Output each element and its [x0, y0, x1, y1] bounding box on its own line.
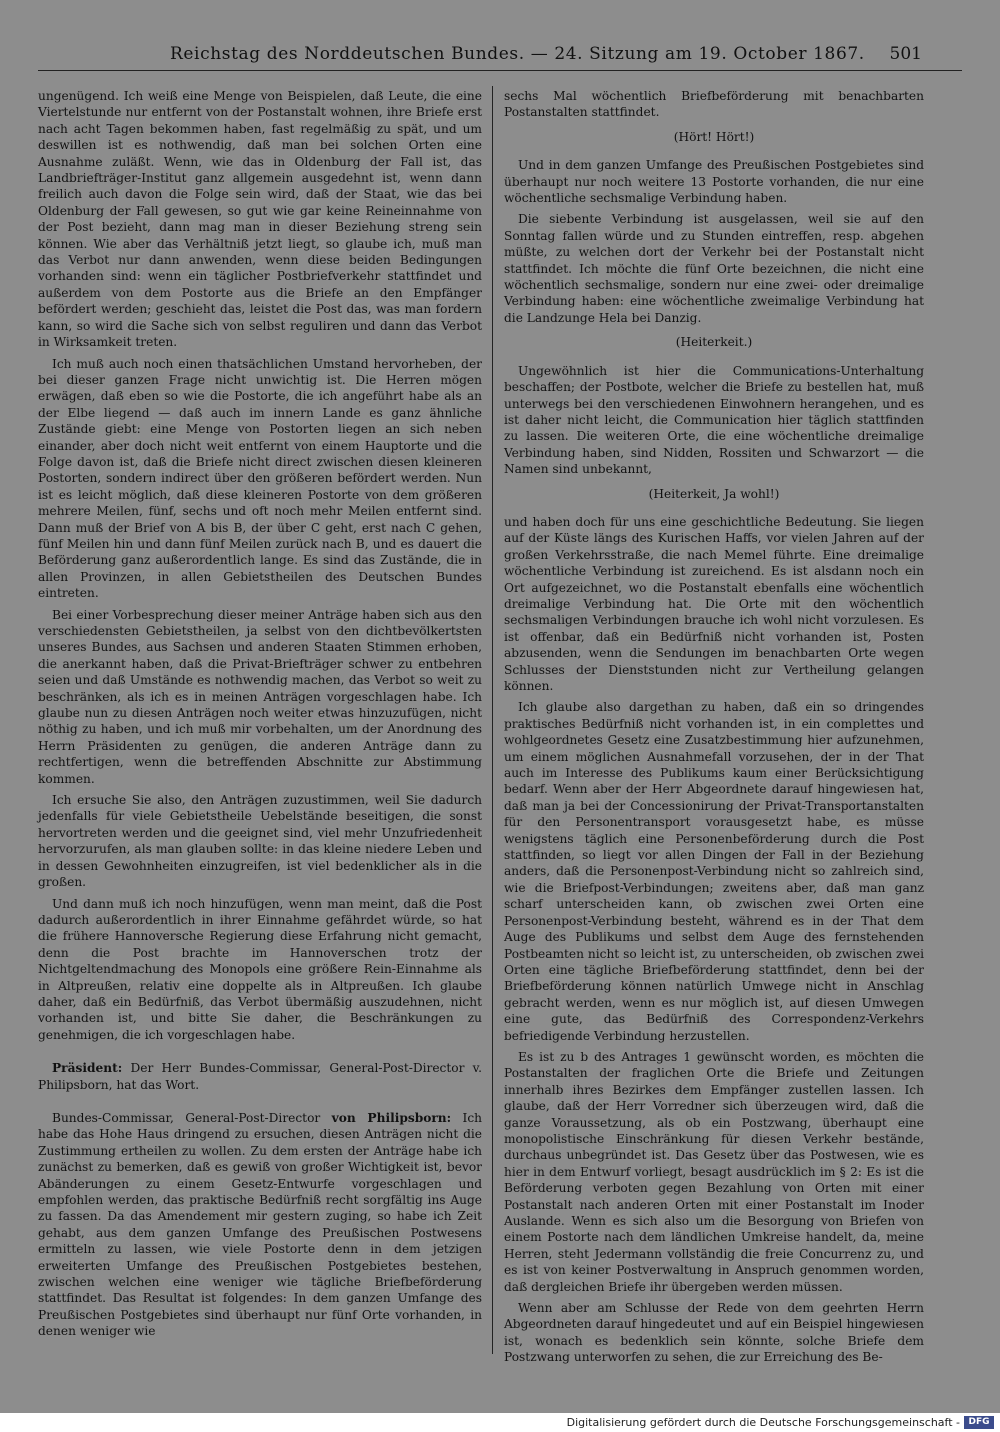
spacer: [38, 1098, 482, 1110]
paragraph: Die siebente Verbindung ist ausgelassen, weil sie auf den Sonntag fallen würde und zu Stunden eintreffen, resp. abgehen müßte, zu welchen dort der Verkehr bei der Postanstalt nicht stattfindet. Ich möchte die fünf Orte bezeichnen, die nicht eine wöchentlich sechsmalige, sondern nur eine zwei- oder dreimalige Verbindung haben: eine wöchentliche zweimalige Verbindung hat die Landzunge Hela bei Danzig.: [504, 212, 924, 325]
paragraph: und haben doch für uns eine geschichtliche Bedeutung. Sie liegen auf der Küste längs des Kurischen Haffs, vor vielen Jahren auf der großen Verkehrsstraße, die nach Memel führte. Eine dreimalige wöchentliche Verbindung ist zureichend. Es ist alsdann noch ein Ort aufgezeichnet, wo die Postanstalt ebenfalls eine wöchentlich dreimalige Verbindung hat. Die Orte mit den wöchentlich sechsmaligen Verbindungen brauche ich wohl nicht vorzulesen. Es ist offenbar, daß ein Bedürfniß nicht vorhanden ist, Posten abzusenden, wenn die Sendungen im benachbarten Orte wegen Schlusses der Dienststunden nicht zur Vertheilung gelangen können.: [504, 514, 924, 693]
speaker-intro: Bundes-Commissar, General-Post-Director: [52, 1110, 321, 1125]
interjection: (Heiterkeit, Ja wohl!): [648, 486, 780, 501]
paragraph: Und in dem ganzen Umfange des Preußischen Postgebietes sind überhaupt nur noch weitere 13 Postorte vorhanden, die nur eine wöchentliche sechsmalige Verbindung haben.: [504, 158, 924, 206]
footer-bar: [0, 1413, 1000, 1432]
running-title: Reichstag des Norddeutschen Bundes. — 24. Sitzung am 19. October 1867.: [170, 44, 865, 64]
paragraph: sechs Mal wöchentlich Briefbeförderung mit benachbarten Postanstalten stattfindet.: [504, 89, 924, 120]
paragraph: Es ist zu b des Antrages 1 gewünscht worden, es möchten die Postanstalten der fraglichen Orte die Briefe und Zeitungen innerhalb ihres Bezirkes dem Empfänger zustellen lassen. Ich glaube, daß der Herr Vorredner sich überzeugen wird, daß die ganze Voraussetzung, als ob ein Postzwang, überhaupt eine monopolistische Einschränkung für diesen Verkehr bestände, durchaus unbegründet ist. Das Gesetz über das Postwesen, wie es hier in dem Entwurf vorliegt, besagt ausdrücklich im § 2: Es ist die Beförderung verboten gegen Bezahlung von Orten mit einer Postanstalt nach anderen Orten mit einer Postanstalt im Inoder Auslande. Wenn es sich also um die Besorgung von Briefen von einem Postorte nach dem ländlichen Umkreise handelt, da, meine Herren, steht Jedermann vollständig die freie Concurrenz zu, und es ist von keiner Postverwaltung in Anspruch genommen worden, daß dergleichen Briefe ihr übergeben werden müssen.: [504, 1049, 924, 1294]
paragraph: ungenügend. Ich weiß eine Menge von Beispielen, daß Leute, die eine Viertelstunde nur entfernt von der Postanstalt wohnen, ihre Briefe erst nach acht Tagen bekommen haben, fast regelmäßig zu spät, und um deswillen ist es nothwendig, daß man bei solchen Orten eine Ausnahme zuläßt. Wenn, wie das in Oldenburg der Fall ist, das Landbriefträger-Institut ganz allgemein ausgedehnt ist, wenn dann freilich auch davon die Folge sein wird, daß der Staat, wie das bei Oldenburg der Fall gewesen, so gut wie gar keine Reineinnahme von der Post bezieht, dann mag man in dieser Beziehung streng sein können. Wie aber das Verhältniß jetzt liegt, so glaube ich, muß man das Verbot nur dann anwenden, wenn diese beiden Bedingungen vorhanden sind: wenn ein täglicher Postbriefverkehr stattfindet und außerdem von dem Postorte aus die Briefe an den Empfänger befördert werden; geschieht das, leistet die Post das, was man fordern kann, so wird die Sache sich von selbst reguliren und dann das Verbot in Wirksamkeit treten.: [38, 89, 482, 350]
column-divider: [492, 86, 493, 1354]
speaker-text: Ich habe das Hohe Haus dringend zu ersuchen, diesen Anträgen nicht die Zustimmung ertheilen zu wollen. Zu dem ersten der Anträge habe ich zunächst zu bemerken, daß es gewiß von großer Wichtigkeit ist, bevor Abänderungen zu einem Gesetz-Entwurfe vorgeschlagen und empfohlen werden, das praktische Bedürfniß recht sorgfältig ins Auge zu fassen. Da das Amendement mir gestern zuging, so habe ich Zeit gehabt, aus dem ganzen Umfange des Preußischen Postwesens ermitteln zu lassen, wie viele Postorte denn in dem jetzigen erweiterten Umfange des Preußischen Postgebietes bestehen, zwischen welchen eine weniger wie tägliche Briefbeförderung stattfindet. Das Resultat ist folgendes: In dem ganzen Umfange des Preußischen Postgebietes sind überhaupt nur fünf Orte vorhanden, in denen weniger wie: [38, 1110, 483, 1339]
paragraph: Ich muß auch noch einen thatsächlichen Umstand hervorheben, der bei dieser ganzen Frage nicht unwichtig ist. Die Herren mögen erwägen, daß eben so wie die Postorte, die ich angeführt habe als an der Elbe liegend — daß auch im innern Lande es ganz ähnliche Zustände giebt: eine Menge von Postorten liegen an sich neben einander, aber doch nicht weit entfernt von einem Hauptorte und die Folge davon ist, daß die Briefe nicht direct zwischen diesen kleineren Postorten, sondern indirect über den größeren befördert werden. Nun ist es leicht möglich, daß diese kleineren Postorte von dem größeren mehrere Meilen, fünf, sechs und oft noch mehr Meilen entfernt sind. Dann muß der Brief von A bis B, der über C geht, erst nach C gehen, fünf Meilen hin und dann fünf Meilen zurück nach B, und es dauert die Beförderung ganz außerordentlich lange. Es sind das Zustände, die in allen Provinzen, in allen Gebietstheilen des Deutschen Bundes eintreten.: [38, 356, 482, 601]
interjection: (Hört! Hört!): [673, 129, 755, 144]
header-rule: [38, 70, 962, 71]
spacer: [38, 1048, 482, 1060]
speaker-name: von Philipsborn:: [331, 1110, 452, 1125]
president-label: Präsident:: [52, 1061, 123, 1076]
interjection: (Heiterkeit.): [675, 335, 753, 350]
paragraph: Und dann muß ich noch hinzufügen, wenn man meint, daß die Post dadurch außerordentlich in ihrer Einnahme gefährdet würde, so hat die frühere Hannoversche Regierung diese Erfahrung nicht gemacht, denn die Post brachte im Hannoverschen trotz der Nichtgeltendmachung des Monopols eine größere Rein-Einnahme als in Altpreußen, relativ eine doppelte als in Altpreußen. Ich glaube daher, daß ein Bedürfniß, das Verbot übermäßig auszudehnen, nicht vorhanden ist, und bitte Sie daher, die Beschränkungen zu genehmigen, die ich vorgeschlagen habe.: [38, 896, 482, 1042]
paragraph: Ungewöhnlich ist hier die Communications-Unterhaltung beschaffen; der Postbote, welcher die Briefe zu bestellen hat, muß unterwegs bei den verschiedenen Einwohnern herangehen, und es ist daher nicht leicht, die Communication hier täglich stattfinden zu lassen. Die weiteren Orte, die eine wöchentliche dreimalige Verbindung haben, sind Nidden, Rossiten und Schwarzort — die Namen sind unbekannt,: [504, 363, 924, 477]
president-text: Der Herr Bundes-Commissar, General-Post-Director v. Philipsborn, hat das Wort.: [38, 1061, 482, 1092]
paragraph: Ich glaube also dargethan zu haben, daß ein so dringendes praktisches Bedürfniß nicht vorhanden ist, in ein complettes und wohlgeordnetes Gesetz eine Zusatzbestimmung hier aufzunehmen, um einem möglichen Ausnahmefall vorzusehen, der in der That auch im Interesse des Publikums kaum einer Berücksichtigung bedarf. Wenn aber der Herr Abgeordnete darauf hingewiesen hat, daß man ja bei der Concessionirung der Privat-Transportanstalten für den Personentransport vorausgesetzt habe, es müsse wenigstens täglich eine Personenbeförderung durch die Post stattfinden, so liegt vor allen Dingen der Fall in der Beziehung anders, daß die Personenpost-Verbindung nicht so zahlreich sind, wie die Briefpost-Verbindungen; zweitens aber, daß man ganz scharf unterscheiden kann, ob zwischen zwei Orten eine Personenpost-Verbindung besteht, während es in der That dem Auge des Publikums und selbst dem Auge des fernstehenden Postbeamten nicht so leicht ist, zu unterscheiden, ob zwischen zwei Orten eine tägliche Briefbeförderung stattfindet, denn bei der Briefbeförderung können natürlich Umwege nicht in Anschlag gebracht werden, wenn es nur möglich ist, auf diesen Umwegen eine gute, das Bedürfniß des Correspondenz-Verkehrs befriedigende Verbindung herzustellen.: [504, 700, 924, 1043]
left-column: [38, 88, 482, 1356]
dfg-logo: DFG: [964, 1416, 994, 1429]
page-header: [30, 42, 970, 74]
funding-notice: Digitalisierung gefördert durch die Deutsche Forschungsgemeinschaft -: [566, 1416, 960, 1429]
speaker-paragraph: [38, 1110, 482, 1340]
paragraph: Ich ersuche Sie also, den Anträgen zuzustimmen, weil Sie dadurch jedenfalls für viele Gebietstheile Uebelstände beseitigen, die sonst hervortreten werden und die geeignet sind, viel mehr Unzufriedenheit hervorzurufen, als man glauben sollte: in das kleine niedere Leben und in dessen Gewohnheiten einzugreifen, ist viel bedenklicher als in die großen.: [38, 793, 482, 890]
paragraph: Wenn aber am Schlusse der Rede von dem geehrten Herrn Abgeordneten darauf hingedeutet und auf ein Beispiel hingewiesen ist, wonach es bedenklich sein könnte, solche Briefe dem Postzwang unterworfen zu sehen, die zur Erreichung des Be-: [504, 1301, 924, 1365]
paragraph: Bei einer Vorbesprechung dieser meiner Anträge haben sich aus den verschiedensten Gebietstheilen, ja selbst von den dichtbevölkertsten unseres Bundes, aus Sachsen und anderen Staaten Stimmen erhoben, die anerkannt haben, daß die Privat-Briefträger schwer zu entbehren seien und daß Umstände es nothwendig machen, das Verbot so weit zu beschränken, als ich es in meinen Anträgen vorgeschlagen habe. Ich glaube nun zu diesen Anträgen noch weiter etwas hinzuzufügen, nicht nöthig zu haben, und ich muß mir vorbehalten, um der Anordnung des Herrn Präsidenten zu genügen, die anderen Anträge dann zu rechtfertigen, wenn die betreffenden Abschnitte zur Abstimmung kommen.: [38, 607, 482, 786]
right-column: [504, 88, 924, 1365]
president-paragraph: [38, 1060, 482, 1093]
page-number: 501: [889, 44, 922, 64]
